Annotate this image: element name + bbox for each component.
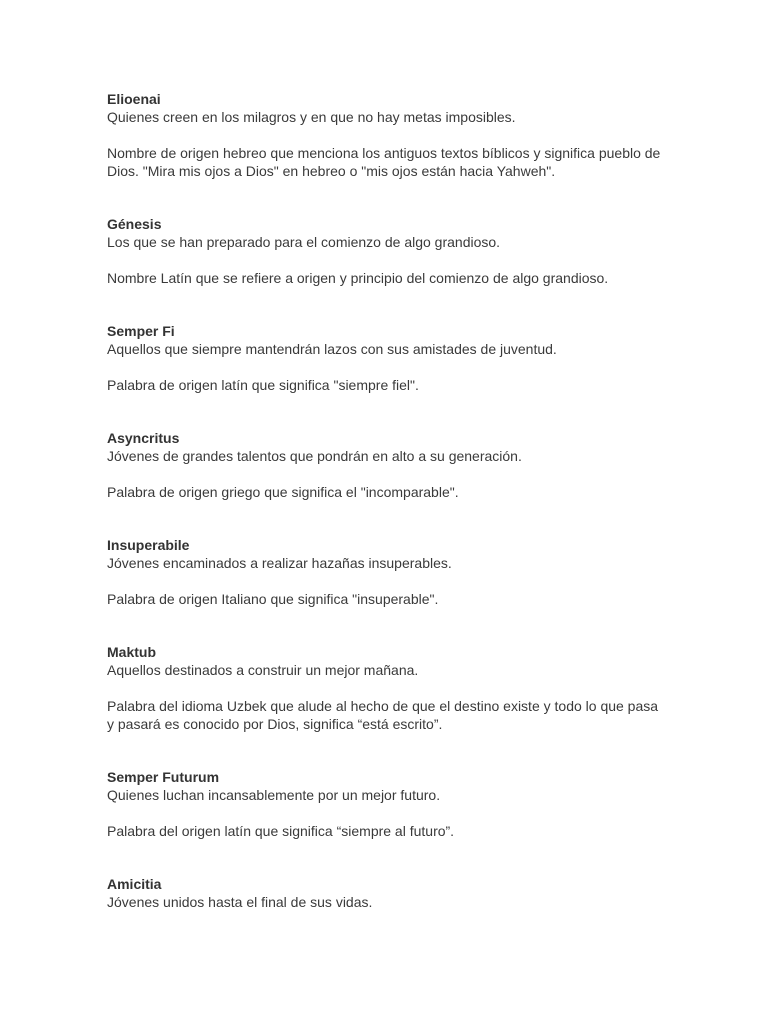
- entry-description: Los que se han preparado para el comienzo de algo grandioso.: [107, 234, 501, 250]
- document-content: [107, 90, 667, 946]
- entry-title: Asyncritus: [107, 430, 180, 446]
- entry-description: Quienes luchan incansablemente por un mejor futuro.: [107, 787, 441, 803]
- entry-meaning: Palabra del idioma Uzbek que alude al hecho de que el destino existe y todo lo que pasa y pasará es conocido por Dios, significa “está escrito”.: [107, 698, 659, 732]
- entry-semper-futurum: [107, 768, 667, 840]
- entry-title: Amicitia: [107, 876, 162, 892]
- entry-description: Quienes creen en los milagros y en que no hay metas imposibles.: [107, 109, 516, 125]
- entry-semper-fi: [107, 322, 667, 394]
- entry-elioenai: [107, 90, 667, 180]
- entry-meaning: Palabra de origen Italiano que significa "insuperable".: [107, 591, 439, 607]
- entry-description: Aquellos destinados a construir un mejor mañana.: [107, 662, 419, 678]
- entry-meaning: Nombre de origen hebreo que menciona los antiguos textos bíblicos y significa pueblo de Dios. "Mira mis ojos a Dios" en hebreo o "mis ojos están hacia Yahweh".: [107, 145, 661, 179]
- entry-maktub: [107, 643, 667, 733]
- entry-title: Maktub: [107, 644, 156, 660]
- entry-insuperabile: [107, 536, 667, 608]
- entry-description: Jóvenes unidos hasta el final de sus vidas.: [107, 894, 373, 910]
- entry-title: Semper Fi: [107, 323, 175, 339]
- entry-meaning: Palabra de origen griego que significa el "incomparable".: [107, 484, 459, 500]
- entry-title: Elioenai: [107, 91, 161, 107]
- entry-description: Jóvenes encaminados a realizar hazañas insuperables.: [107, 555, 452, 571]
- entry-amicitia: [107, 875, 667, 911]
- entry-meaning: Palabra de origen latín que significa "siempre fiel".: [107, 377, 419, 393]
- entry-description: Aquellos que siempre mantendrán lazos con sus amistades de juventud.: [107, 341, 557, 357]
- entry-title: Génesis: [107, 216, 162, 232]
- entry-meaning: Palabra del origen latín que significa “siempre al futuro”.: [107, 823, 455, 839]
- entry-title: Semper Futurum: [107, 769, 220, 785]
- entry-description: Jóvenes de grandes talentos que pondrán en alto a su generación.: [107, 448, 522, 464]
- entry-asyncritus: [107, 429, 667, 501]
- entry-title: Insuperabile: [107, 537, 190, 553]
- entry-meaning: Nombre Latín que se refiere a origen y principio del comienzo de algo grandioso.: [107, 270, 609, 286]
- entry-genesis: [107, 215, 667, 287]
